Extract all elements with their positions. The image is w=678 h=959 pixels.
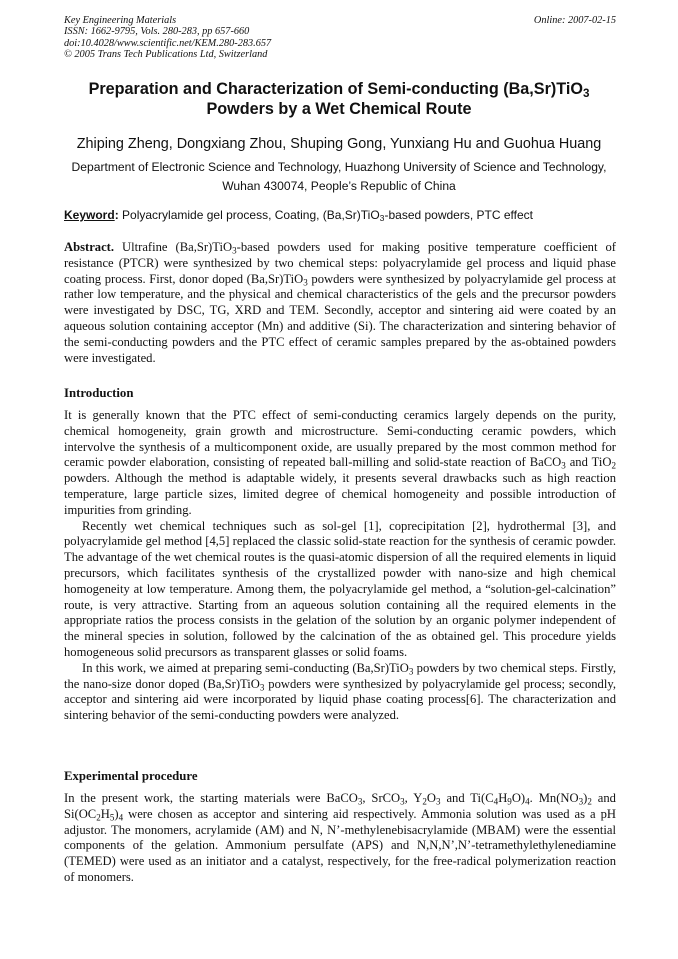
- author-list: Zhiping Zheng, Dongxiang Zhou, Shuping Gong, Yunxiang Hu and Guohua Huang: [76, 136, 602, 152]
- experimental-paragraph: In the present work, the starting materials were BaCO$_3$, SrCO$_3$, $Y_2O_3$ and $Ti(C_4H_9O)_4$. $Mn(NO_3)_2$ and $Si(OC_2H_5)_4$ were chosen as acceptor and sintering aid respectively. Ammonia solution was used as a pH adjustor. The monomers, acrylamide (AM) and N, N’-methylenebisacrylamide (MBAM) were the essential components of the gelation. Ammonium persulfate (APS) and N,N,N’,N’-tetramethylethylenediamine (TEMED) were used as an initiator and a catalyst, respectively, for the free-radical polymerization reaction of monomers.: [64, 791, 616, 884]
- experimental-heading: Experimental procedure: [64, 769, 198, 783]
- paper-title: [58, 80, 620, 119]
- introduction-section: [64, 408, 616, 724]
- introduction-heading: Introduction: [64, 386, 134, 400]
- intro-paragraph-3: In this work, we aimed at preparing semi-conducting (Ba,Sr)TiO$_3$ powders by two chemical steps. Firstly, the nano-size donor doped (Ba,Sr)TiO$_3$ powders were synthesized by polyacrylamide gel process; secondly, acceptor and sintering aid were incorporated by liquid phase coating process[6]. The characterization and sintering behavior of the semi-conducting powders were analyzed.: [64, 660, 616, 723]
- title-line-2: Powders by a Wet Chemical Route: [206, 99, 472, 118]
- abstract-label: Abstract.: [64, 240, 115, 254]
- abstract-paragraph: Abstract. Ultrafine (Ba,Sr)TiO$_3$-based powders used for making positive temperature coefficient of resistance (PTCR) were synthesized by two chemical steps: polyacrylamide gel process and liquid phase coating process. First, donor doped (Ba,Sr)TiO$_3$ powders were synthesized by polyacrylamide gel process at rather low temperature, and the physical and chemical characteristics of the gels and the precursor powders were investigated by DSC, TG, XRD and TEM. Secondly, acceptor and sintering aid were coated by an aqueous solution containing acceptor (Mn) and additive (Si). The characterization and sintering behavior of the semi-conducting powders and the PTC effect of ceramic samples prepared by the as-obtained powders were investigated.: [64, 240, 617, 365]
- title-line-1: Preparation and Characterization of Semi-conducting (Ba,Sr)TiO$_3$: [88, 80, 590, 100]
- journal-doi: doi:10.4028/www.scientific.net/KEM.280-283.657: [64, 37, 272, 49]
- journal-name: Key Engineering Materials: [64, 15, 177, 26]
- journal-issn: ISSN: 1662-9795, Vols. 280-283, pp 657-660: [64, 26, 250, 38]
- keyword-label: Keyword: [64, 208, 115, 222]
- affiliation: [50, 158, 628, 195]
- journal-header: [64, 15, 616, 60]
- experimental-section: [64, 791, 616, 886]
- intro-paragraph-1: It is generally known that the PTC effect of semi-conducting ceramics largely depends on the purity, chemical homogeneity, grain growth and microstructure. Semi-conducting ceramic powders, which intervolve the synthesis of a multicomponent oxide, are usually prepared by the most common method for ceramic powder elaboration, consisting of repeated ball-milling and solid-state reaction of BaCO$_3$ and TiO$_2$ powders. Although the method is adaptable widely, it presents several drawbacks such as high reaction temperature, large particle sizes, limited degree of chemical homogeneity and possible introduction of impurities from grinding.: [64, 408, 616, 517]
- journal-copyright: © 2005 Trans Tech Publications Ltd, Switzerland: [64, 48, 268, 60]
- online-date: Online: 2007-02-15: [533, 15, 616, 26]
- intro-paragraph-2: Recently wet chemical techniques such as sol-gel [1], coprecipitation [2], hydrothermal [3], and polyacrylamide gel method [4,5] replaced the classic solid-state reaction for the synthesis of ceramic powder. The advantage of the wet chemical routes is the quasi-atomic dispersion of all the required elements in liquid precursors, which facilitates synthesis of the crystallized powder with nano-size and high chemical homogeneity at low temperature. Among them, the polyacrylamide gel method, a “solution-gel-calcination” route, is very attractive. Starting from an aqueous solution containing all the required elements in the appropriate ratios the process consists in the gelation of the solution by an organic polymer independent of the mineral species in solution, followed by the calcination of the as obtained gel. This procedure yields homogeneous solid precursors as transparent glasses or solid foams.: [64, 518, 616, 659]
- affiliation-line-2: Wuhan 430074, People’s Republic of China: [222, 178, 456, 193]
- abstract: [64, 240, 616, 366]
- keywords: Keyword: Polyacrylamide gel process, Coating, (Ba,Sr)TiO$_3$-based powders, PTC effect: [64, 208, 533, 224]
- affiliation-line-1: Department of Electronic Science and Technology, Huazhong University of Science and Technology,: [71, 160, 607, 174]
